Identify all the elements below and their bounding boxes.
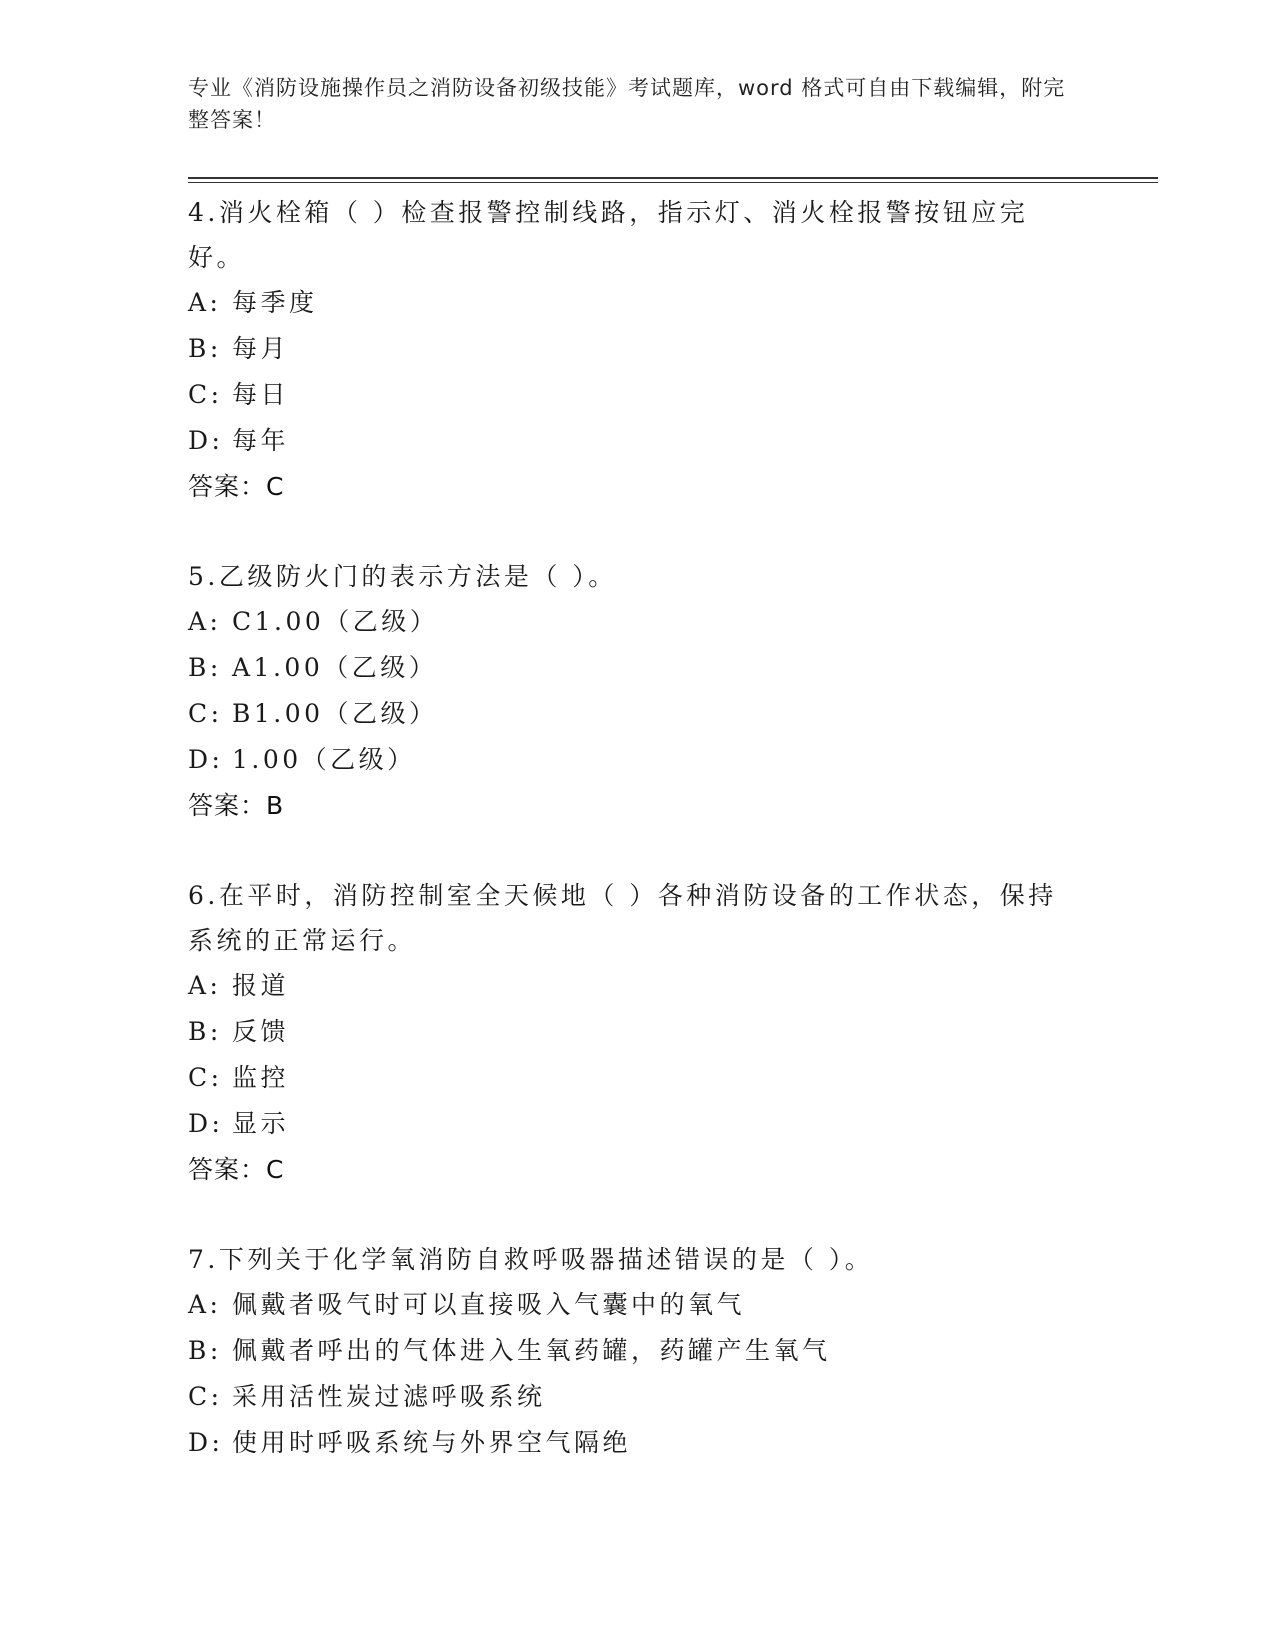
option-text: 报道: [232, 971, 290, 1000]
option-text: B1.00（乙级）: [232, 699, 438, 728]
option-c: [188, 1374, 1068, 1420]
option-text: C1.00（乙级）: [232, 607, 439, 636]
option-text: 监控: [232, 1063, 290, 1092]
question-5: [188, 554, 1068, 828]
option-b: [188, 326, 1068, 372]
option-d: [188, 1101, 1068, 1147]
option-letter: A:: [188, 288, 222, 317]
option-d: [188, 737, 1068, 783]
option-text: 每日: [232, 380, 290, 409]
header-divider-thin: [188, 182, 1158, 183]
option-letter: B:: [188, 1336, 222, 1365]
option-d: [188, 418, 1068, 464]
option-letter: D:: [188, 745, 224, 774]
option-letter: B:: [188, 1017, 222, 1046]
option-c: [188, 372, 1068, 418]
option-letter: D:: [188, 426, 224, 455]
option-b: [188, 645, 1068, 691]
document-header: 专业《消防设施操作员之消防设备初级技能》考试题库，word 格式可自由下载编辑，附完整答案！: [188, 76, 1066, 132]
option-letter: C:: [188, 1382, 223, 1411]
option-text: 显示: [232, 1109, 290, 1138]
question-stem: 7.下列关于化学氧消防自救呼吸器描述错误的是（ ）。: [188, 1245, 874, 1274]
option-text: 每月: [232, 334, 290, 363]
option-d: [188, 1420, 1068, 1466]
option-a: [188, 1282, 1068, 1328]
option-letter: A:: [188, 971, 222, 1000]
option-b: [188, 1009, 1068, 1055]
answer-line: 答案：C: [188, 472, 285, 501]
option-letter: A:: [188, 1290, 222, 1319]
option-text: A1.00（乙级）: [232, 653, 438, 682]
option-b: [188, 1328, 1068, 1374]
option-letter: D:: [188, 1428, 224, 1457]
answer-line: 答案：C: [188, 1155, 285, 1184]
option-letter: B:: [188, 653, 222, 682]
question-stem: 5.乙级防火门的表示方法是（ ）。: [188, 562, 617, 591]
option-letter: C:: [188, 380, 223, 409]
option-c: [188, 1055, 1068, 1101]
question-4: [188, 190, 1068, 509]
option-text: 反馈: [232, 1017, 290, 1046]
question-7: [188, 1237, 1068, 1466]
option-text: 采用活性炭过滤呼吸系统: [232, 1382, 546, 1411]
answer-line: 答案：B: [188, 791, 285, 820]
option-text: 使用时呼吸系统与外界空气隔绝: [232, 1428, 632, 1457]
option-letter: C:: [188, 1063, 223, 1092]
header-divider-thick: [188, 177, 1158, 179]
option-a: [188, 963, 1068, 1009]
option-letter: B:: [188, 334, 222, 363]
option-letter: C:: [188, 699, 223, 728]
option-text: 1.00（乙级）: [232, 745, 416, 774]
option-c: [188, 691, 1068, 737]
question-list: [188, 190, 1068, 1511]
option-a: [188, 280, 1068, 326]
option-text: 佩戴者呼出的气体进入生氧药罐，药罐产生氧气: [232, 1336, 831, 1365]
option-a: [188, 599, 1068, 645]
option-text: 每年: [232, 426, 290, 455]
option-letter: D:: [188, 1109, 224, 1138]
question-stem: 6.在平时，消防控制室全天候地（ ）各种消防设备的工作状态，保持系统的正常运行。: [188, 881, 1057, 955]
question-6: [188, 873, 1068, 1192]
option-letter: A:: [188, 607, 222, 636]
option-text: 每季度: [232, 288, 318, 317]
question-stem: 4.消火栓箱（ ）检查报警控制线路，指示灯、消火栓报警按钮应完好。: [188, 198, 1029, 272]
option-text: 佩戴者吸气时可以直接吸入气囊中的氧气: [232, 1290, 746, 1319]
